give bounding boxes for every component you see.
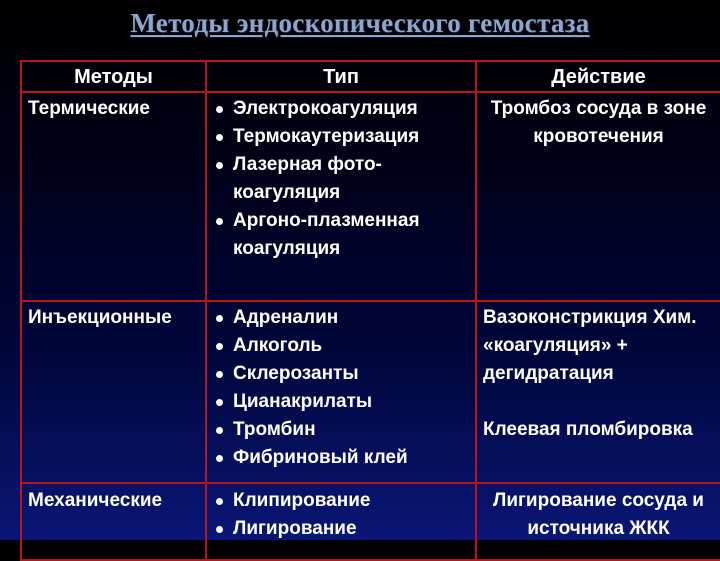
slide-title: Методы эндоскопического гемостаза xyxy=(130,8,590,38)
table-row xyxy=(21,483,720,560)
list-item: Адреналин xyxy=(213,304,469,332)
list-item: Аргоно-плазменная коагуляция xyxy=(213,207,469,263)
action-text: Лигирование сосуда и источника ЖКК xyxy=(493,490,704,539)
table-row xyxy=(21,301,720,483)
table-row xyxy=(21,92,720,301)
list-item: Тромбин xyxy=(213,416,469,444)
action-text: Клеевая пломбировка xyxy=(483,419,693,440)
action-cell xyxy=(476,301,720,483)
list-item: Термокаутеризация xyxy=(213,123,469,151)
method-cell: Инъекционные xyxy=(21,301,206,483)
hemostasis-methods-table xyxy=(20,60,720,561)
header-methods: Методы xyxy=(21,61,206,92)
list-item: Склерозанты xyxy=(213,360,469,388)
table-header-row xyxy=(21,61,720,92)
action-text: Вазоконстрикция Хим. «коагуляция» + дегидратация xyxy=(483,307,697,384)
header-type: Тип xyxy=(206,61,476,92)
method-cell: Механические xyxy=(21,483,206,560)
header-action: Действие xyxy=(476,61,720,92)
list-item: Лазерная фото-коагуляция xyxy=(213,151,469,207)
action-text: Тромбоз сосуда в зоне кровотечения xyxy=(490,98,707,147)
list-item: Фибриновый клей xyxy=(213,444,469,472)
method-cell: Термические xyxy=(21,92,206,301)
list-item: Электрокоагуляция xyxy=(213,95,469,123)
list-item: Цианакрилаты xyxy=(213,388,469,416)
type-cell xyxy=(206,301,476,483)
type-cell xyxy=(206,483,476,560)
action-cell xyxy=(476,483,720,560)
spacer xyxy=(483,388,714,416)
list-item: Лигирование xyxy=(213,515,469,543)
list-item: Алкоголь xyxy=(213,332,469,360)
list-item: Клипирование xyxy=(213,487,469,515)
action-cell xyxy=(476,92,720,301)
type-cell xyxy=(206,92,476,301)
